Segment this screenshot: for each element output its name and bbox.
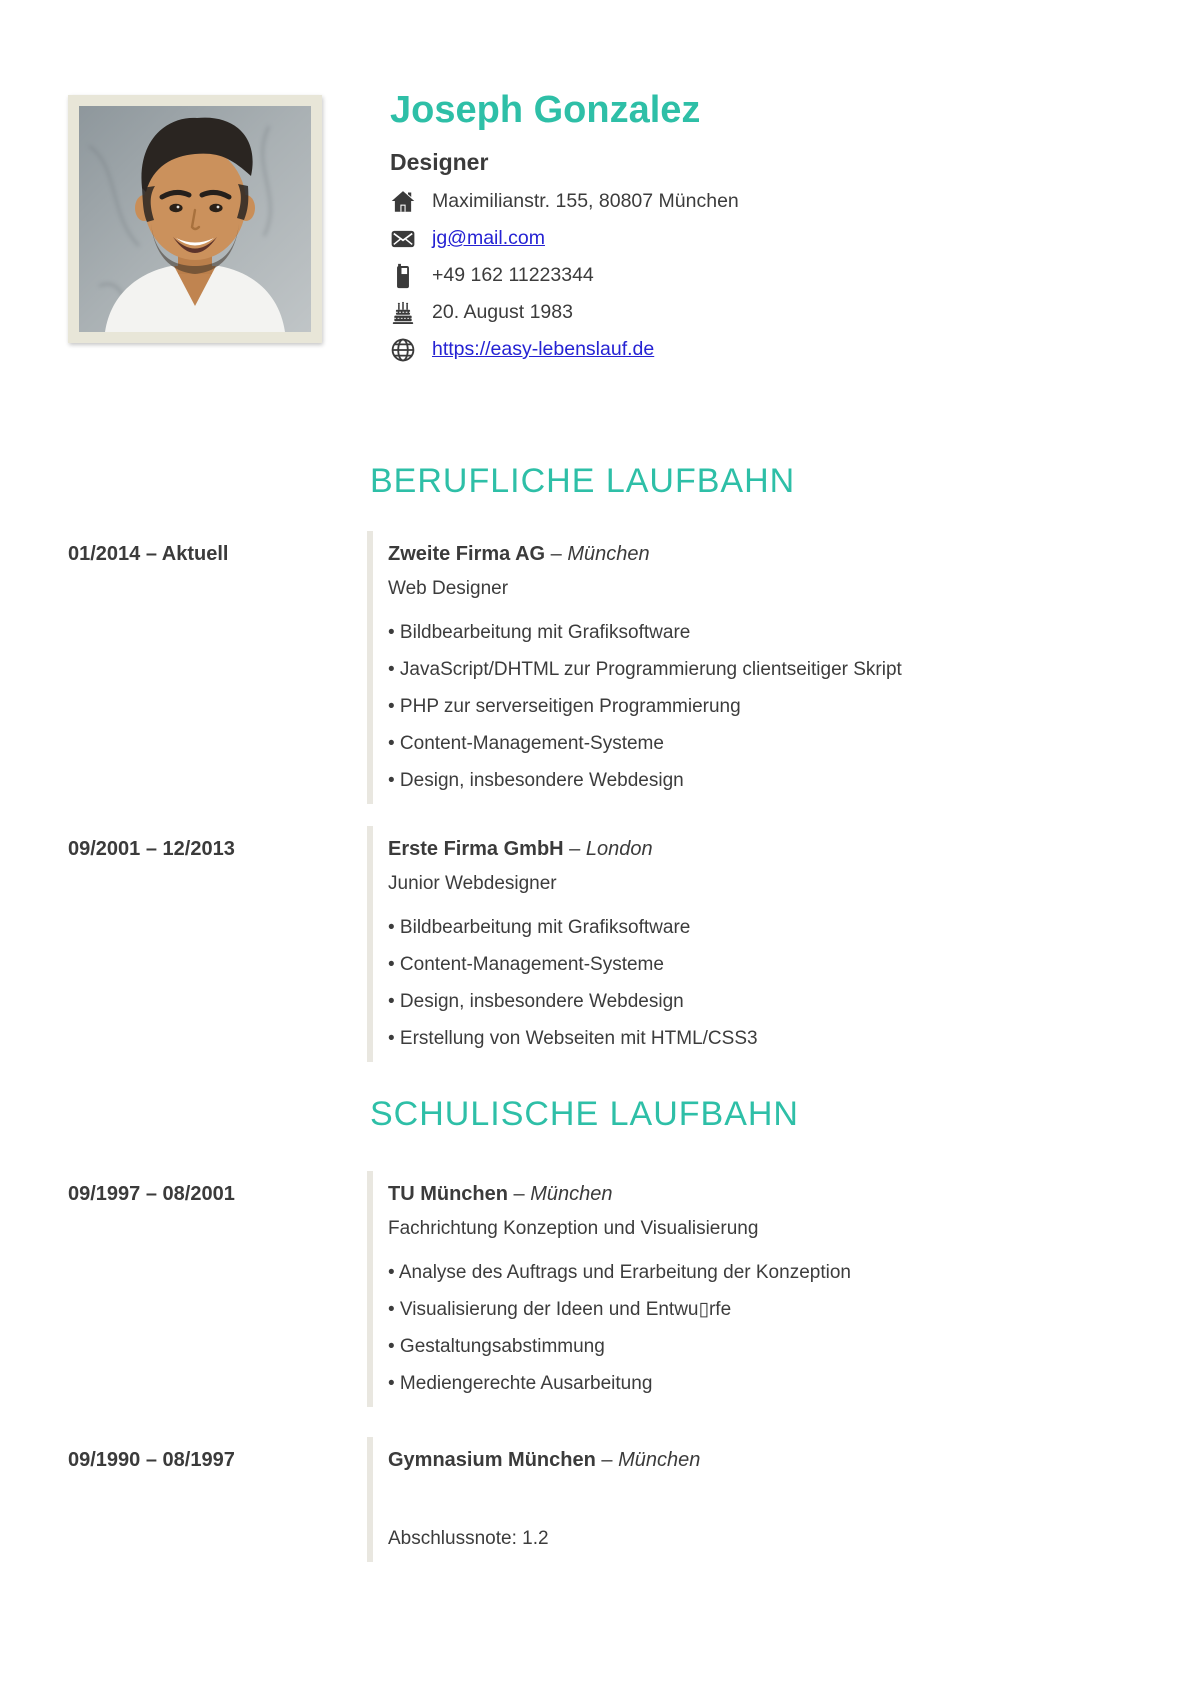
entry-role: Junior Webdesigner (388, 873, 557, 894)
entry-location: München (567, 543, 650, 565)
section-title: BERUFLICHE LAUFBAHN (370, 462, 796, 500)
entry-bullets (388, 917, 1123, 1050)
globe-icon (390, 337, 416, 363)
entry-period: 09/1990 – 08/1997 (68, 1449, 235, 1471)
home-icon (390, 189, 416, 215)
entry-bullets (388, 622, 1123, 792)
cake-icon (390, 300, 416, 326)
entry-separator: – (545, 543, 568, 565)
contact-link[interactable]: https://easy-lebenslauf.de (432, 338, 655, 360)
timeline-entry (68, 531, 1123, 804)
bullet-item: • Erstellung von Webseiten mit HTML/CSS3 (388, 1028, 758, 1049)
entry-location: München (530, 1183, 613, 1205)
entry-content (367, 531, 1123, 804)
bullet-item: • Visualisierung der Ideen und Entwu▯rfe (388, 1299, 732, 1320)
contact-list (390, 183, 1090, 368)
bullet-item: • Design, insbesondere Webdesign (388, 770, 684, 791)
person-name: Joseph Gonzalez (390, 89, 701, 131)
entry-organization: Zweite Firma AG (388, 543, 546, 565)
entry-organization: Erste Firma GmbH (388, 838, 564, 860)
profile-photo (68, 95, 322, 343)
bullet-item: • PHP zur serverseitigen Programmierung (388, 696, 741, 717)
bullet-item: • Content-Management-Systeme (388, 733, 664, 754)
entry-period: 09/2001 – 12/2013 (68, 838, 235, 860)
entry-period: 01/2014 – Aktuell (68, 543, 229, 565)
contact-row (390, 331, 1090, 368)
entry-location: London (585, 838, 653, 860)
bullet-item: • Bildbearbeitung mit Grafiksoftware (388, 622, 691, 643)
person-title: Designer (390, 149, 489, 175)
timeline-entry (68, 1171, 1123, 1407)
entry-separator: – (595, 1449, 619, 1471)
contact-text: 20. August 1983 (432, 301, 573, 323)
entry-content (367, 826, 1123, 1062)
entry-organization: Gymnasium München (388, 1449, 596, 1471)
entry-role: Web Designer (388, 578, 509, 599)
entry-title-line (388, 543, 1123, 565)
contact-text: +49 162 11223344 (432, 264, 594, 286)
portrait-image (79, 106, 311, 332)
contact-row (390, 220, 1090, 257)
entry-bullets (388, 1262, 1123, 1395)
contact-text: Maximilianstr. 155, 80807 München (432, 190, 739, 212)
contact-row (390, 183, 1090, 220)
mail-icon (390, 226, 416, 252)
contact-link[interactable]: jg@mail.com (432, 227, 545, 249)
entry-title-line (388, 838, 1123, 860)
bullet-item: • JavaScript/DHTML zur Programmierung clientseitiger Skript (388, 659, 902, 680)
entry-separator: – (508, 1183, 531, 1205)
section-title: SCHULISCHE LAUFBAHN (370, 1095, 799, 1133)
entry-organization: TU München (388, 1183, 508, 1205)
bullet-item: • Mediengerechte Ausarbeitung (388, 1373, 653, 1394)
bullet-item: • Content-Management-Systeme (388, 954, 664, 975)
bullet-item: • Gestaltungsabstimmung (388, 1336, 605, 1357)
timeline-entry (68, 1437, 1123, 1562)
bullet-item: • Analyse des Auftrags und Erarbeitung der Konzeption (388, 1262, 851, 1283)
entry-content (367, 1171, 1123, 1407)
timeline-entry (68, 826, 1123, 1062)
entry-role: Fachrichtung Konzeption und Visualisierung (388, 1218, 759, 1239)
entry-note: Abschlussnote: 1.2 (388, 1528, 549, 1549)
contact-row (390, 257, 1090, 294)
bullet-item: • Bildbearbeitung mit Grafiksoftware (388, 917, 691, 938)
contact-row (390, 294, 1090, 331)
entry-period: 09/1997 – 08/2001 (68, 1183, 235, 1205)
entry-role (388, 1484, 1123, 1506)
entry-separator: – (563, 838, 586, 860)
entry-title-line (388, 1183, 1123, 1205)
entry-title-line (388, 1449, 1123, 1471)
entry-location: München (618, 1449, 701, 1471)
bullet-item: • Design, insbesondere Webdesign (388, 991, 684, 1012)
phone-icon (390, 263, 416, 289)
entry-content (367, 1437, 1123, 1562)
